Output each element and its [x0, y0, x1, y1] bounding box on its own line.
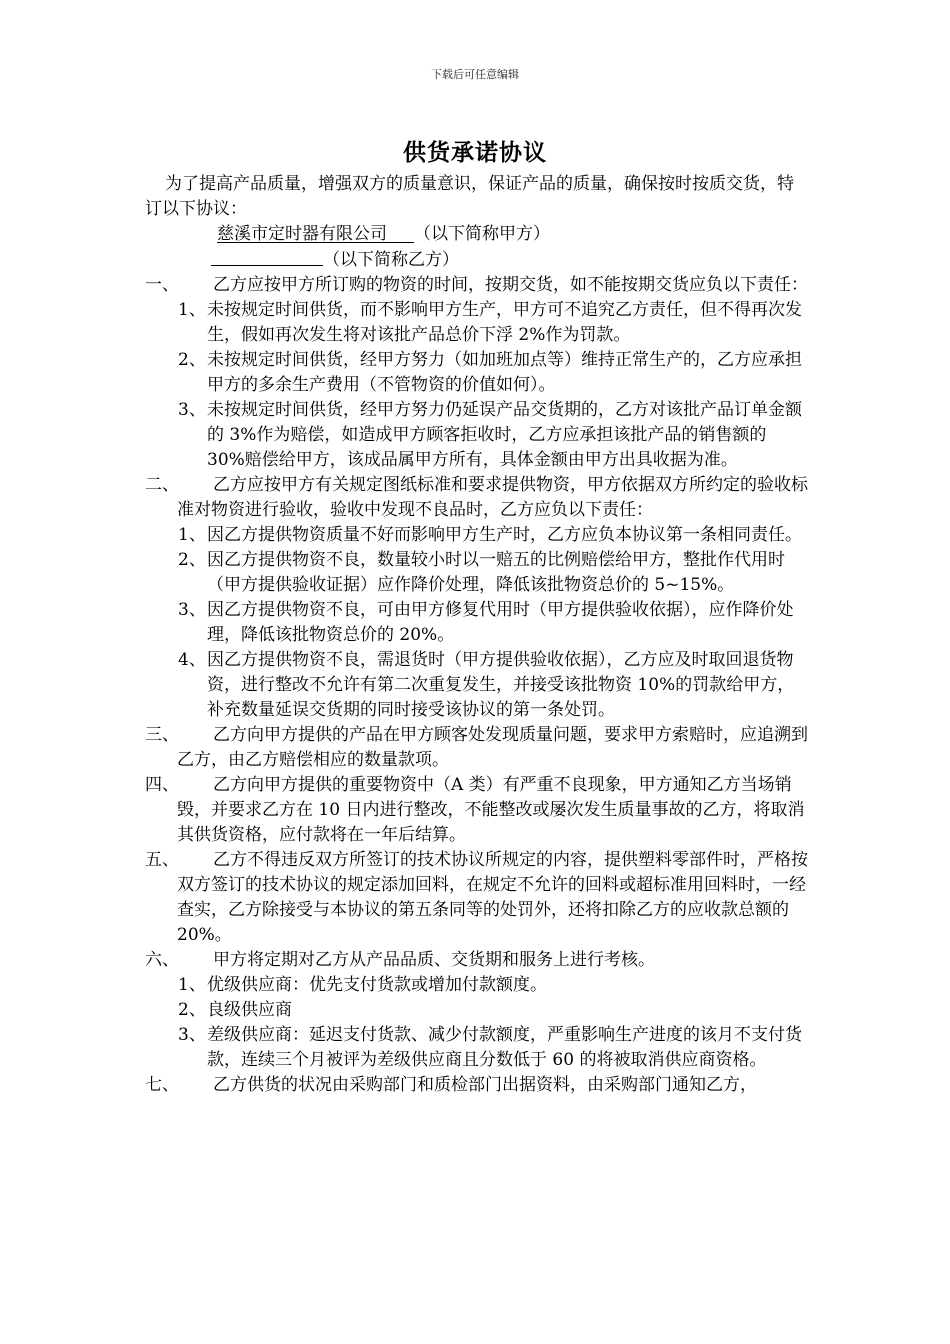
- item-text: 优级供应商：优先支付货款或增加付款额度。: [207, 975, 547, 995]
- clause-text: 乙方应按甲方所订购的物资的时间，按期交货，如不能按期交货应负以下责任：: [213, 275, 808, 295]
- item-number: 3、: [178, 600, 206, 620]
- item-text: 未按规定时间供货，经甲方努力（如加班加点等）维持正常生产的，乙方应承担甲方的多余生产费用（不管物资的价值如何）。: [207, 350, 802, 395]
- document-body: [145, 172, 808, 1098]
- item-text: 差级供应商：延迟支付货款、减少付款额度，严重影响生产进度的该月不支付货款，连续三个月被评为差级供应商且分数低于 60 的将被取消供应商资格。: [207, 1025, 802, 1070]
- clause-text: 乙方向甲方提供的重要物资中（A 类）有严重不良现象，甲方通知乙方当场销毁，并要求乙方在 10 日内进行整改，不能整改或屡次发生质量事故的乙方，将取消其供货资格，应付款将在一年后结算。: [177, 775, 805, 845]
- clause-item: [145, 1023, 808, 1073]
- item-number: 1、: [178, 300, 206, 320]
- item-number: 1、: [178, 975, 206, 995]
- clause-4: [145, 773, 808, 848]
- clause-number: 五、: [145, 850, 179, 870]
- clause-7: [145, 1073, 808, 1098]
- clauses-container: [145, 273, 808, 1098]
- item-text: 未按规定时间供货，而不影响甲方生产，甲方可不追究乙方责任，但不得再次发生，假如再次发生将对该批产品总价下浮 2%作为罚款。: [207, 300, 802, 345]
- clause-item: [145, 548, 808, 598]
- party-b-line: [145, 247, 808, 273]
- clause-item: [145, 998, 808, 1023]
- item-number: 4、: [178, 650, 206, 670]
- item-text: 因乙方提供物资质量不好而影响甲方生产时，乙方应负本协议第一条相同责任。: [207, 525, 802, 545]
- clause-2: [145, 473, 808, 523]
- item-number: 3、: [178, 1025, 206, 1045]
- clause-item: [145, 973, 808, 998]
- item-number: 3、: [178, 400, 206, 420]
- clause-number: 七、: [145, 1075, 179, 1095]
- intro-paragraph: 为了提高产品质量，增强双方的质量意识，保证产品的质量，确保按时按质交货，特订以下协议：: [145, 174, 794, 219]
- clause-number: 六、: [145, 950, 179, 970]
- clause-6: [145, 948, 808, 973]
- clause-text: 乙方向甲方提供的产品在甲方顾客处发现质量问题，要求甲方索赔时，应追溯到乙方，由乙方赔偿相应的数量款项。: [177, 725, 808, 770]
- clause-item: [145, 298, 808, 348]
- clause-item: [145, 523, 808, 548]
- item-text: 因乙方提供物资不良，数量较小时以一赔五的比例赔偿给甲方，整批作代用时（甲方提供验收证据）应作降价处理，降低该批物资总价的 5~15%。: [207, 550, 785, 595]
- clause-item: [145, 648, 808, 723]
- clause-number: 一、: [145, 275, 179, 295]
- clause-3: [145, 723, 808, 773]
- clause-text: 乙方供货的状况由采购部门和质检部门出据资料，由采购部门通知乙方，: [213, 1075, 757, 1095]
- document-title: 供货承诺协议: [403, 139, 547, 166]
- clause-text: 乙方不得违反双方所签订的技术协议所规定的内容，提供塑料零部件时，严格按双方签订的技术协议的规定添加回料，在规定不允许的回料或超标准用回料时，一经查实，乙方除接受与本协议的第五条同等的处罚外，还将扣除乙方的应收款总额的 20%。: [177, 850, 808, 945]
- item-text: 因乙方提供物资不良，可由甲方修复代用时（甲方提供验收依据），应作降价处理，降低该批物资总价的 20%。: [207, 600, 794, 645]
- clause-5: [145, 848, 808, 948]
- item-number: 2、: [178, 1000, 206, 1020]
- header-note: 下载后可任意编辑: [431, 68, 519, 81]
- clause-1: [145, 273, 808, 298]
- clause-item: [145, 598, 808, 648]
- item-text: 良级供应商: [207, 1000, 292, 1020]
- clause-number: 三、: [145, 725, 179, 745]
- clause-number: 四、: [145, 775, 179, 795]
- item-text: 未按规定时间供货，经甲方努力仍延误产品交货期的，乙方对该批产品订单金额的 3%作为赔偿，如造成甲方顾客拒收时，乙方应承担该批产品的销售额的 30%赔偿给甲方，该成品属甲方所有，具体金额由甲方出具收据为准。: [207, 400, 802, 470]
- item-number: 2、: [178, 550, 206, 570]
- party-b-suffix: （以下简称乙方）: [323, 250, 459, 270]
- clause-text: 乙方应按甲方有关规定图纸标准和要求提供物资，甲方依据双方所约定的验收标准对物资进行验收，验收中发现不良品时，乙方应负以下责任：: [177, 475, 808, 520]
- party-a-underline: [387, 224, 414, 244]
- item-number: 1、: [178, 525, 206, 545]
- party-a-suffix: （以下简称甲方）: [414, 224, 551, 244]
- party-a-line: [145, 222, 808, 247]
- clause-number: 二、: [145, 475, 179, 495]
- item-text: 因乙方提供物资不良，需退货时（甲方提供验收依据），乙方应及时取回退货物资，进行整改不允许有第二次重复发生，并接受该批物资 10%的罚款给甲方，补充数量延误交货期的同时接受该协议的第一条处罚。: [207, 650, 795, 720]
- clause-item: [145, 398, 808, 473]
- clause-item: [145, 348, 808, 398]
- item-number: 2、: [178, 350, 206, 370]
- party-a-name: 慈溪市定时器有限公司: [217, 224, 387, 244]
- party-b-blank: [211, 247, 323, 266]
- clause-text: 甲方将定期对乙方从产品品质、交货期和服务上进行考核。: [213, 950, 655, 970]
